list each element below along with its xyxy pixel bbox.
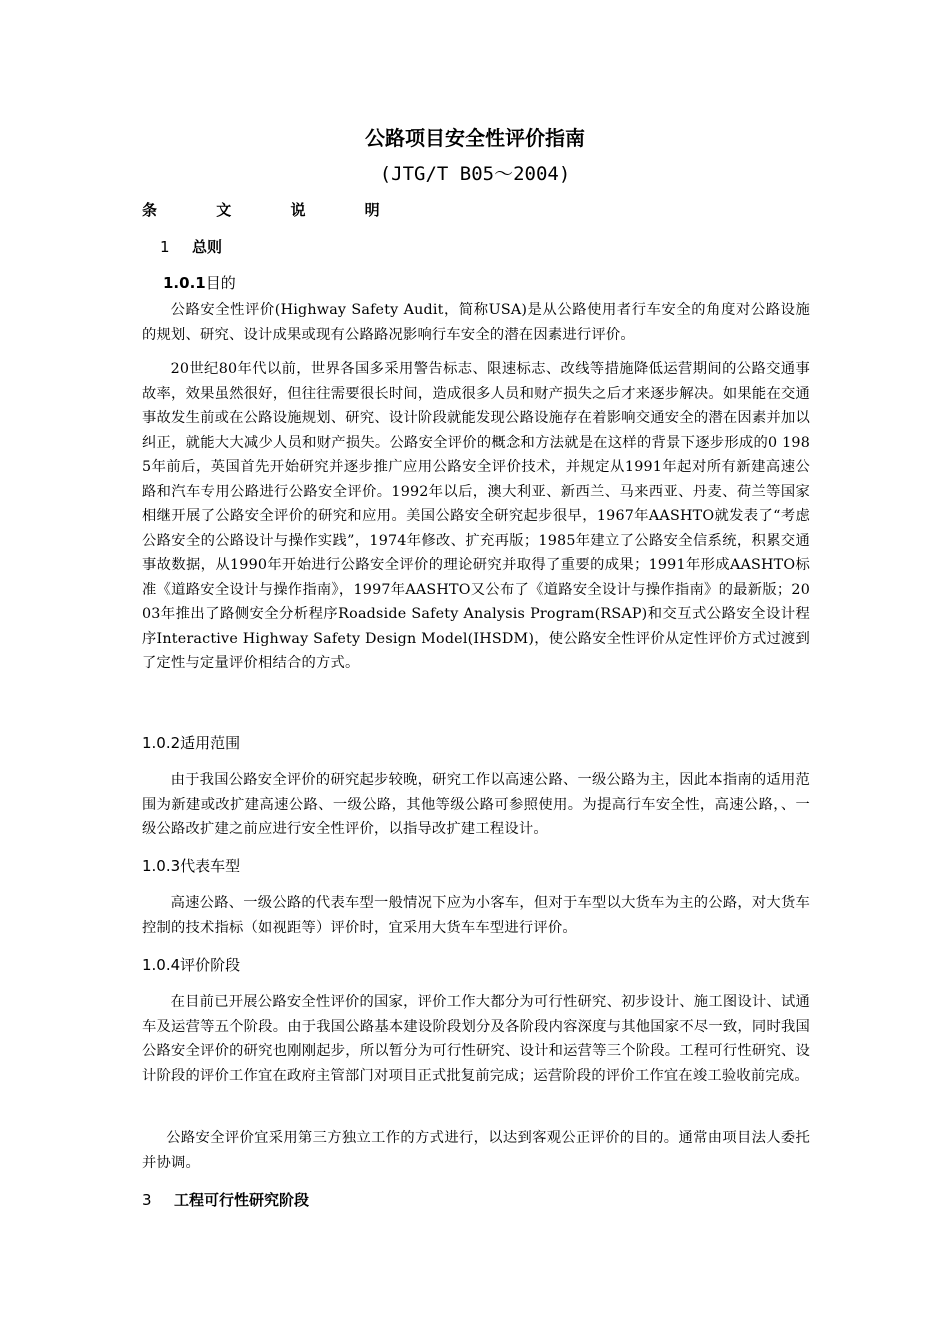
chapter-1-number: 1 — [160, 238, 170, 256]
chapter-3-title: 工程可行性研究阶段 — [174, 1191, 310, 1209]
section-1-0-4-paragraph-2: 公路安全评价宜采用第三方独立工作的方式进行，以达到客观公正评价的目的。通常由项目法人委托并协调。 — [142, 1130, 810, 1171]
section-1-0-2-heading — [142, 732, 240, 754]
section-1-0-3-heading — [142, 855, 240, 877]
section-1-0-4-number: 1.0.4 — [142, 956, 181, 974]
section-1-0-3-number: 1.0.3 — [142, 857, 181, 875]
clause-explanation-heading — [142, 199, 407, 221]
section-1-0-2-title: 适用范围 — [180, 734, 241, 752]
section-1-0-2-paragraph-1: 由于我国公路安全评价的研究起步较晚，研究工作以高速公路、一级公路为主，因此本指南的适用范围为新建或改扩建高速公路、一级公路，其他等级公路可参照使用。为提高行车安全性，高速公路，、一级公路改扩建之前应进行安全性评价，以指导改扩建工程设计。 — [142, 772, 810, 837]
document-title: 公路项目安全性评价指南 — [365, 126, 585, 150]
section-1-0-2-number: 1.0.2 — [142, 734, 181, 752]
chapter-3-number: 3 — [142, 1191, 152, 1209]
section-1-0-1-paragraph-2: 20世纪80年代以前，世界各国多采用警告标志、限速标志、改线等措施降低运营期间的公路交通事故率，效果虽然很好，但往往需要很长时间，造成很多人员和财产损失之后才来逐步解决。如果能在交通事故发生前或在公路设施规划、研究、设计阶段就能发现公路设施存在着影响交通安全的潜在因素并加以纠正，就能大大减少人员和财产损失。公路安全评价的概念和方法就是在这样的背景下逐步形成的0 1985年前后，英国首先开始研究并逐步推广应用公路安全评价技术，并规定从1991年起对所有新建高速公路和汽车专用公路进行公路安全评价。1992年以后，澳大利亚、新西兰、马来西亚、丹麦、荷兰等国家相继开展了公路安全评价的研究和应用。美国公路安全研究起步很早，1967年AASHTO就发表了“考虑公路安全的公路设计与操作实践”，1974年修改、扩充再版；1985年建立了公路安全信系统，积累交通事故数据，从1990年开始进行公路安全评价的理论研究并取得了重要的成果；1991年形成AASHTO标准《道路安全设计与操作指南》，1997年AASHTO又公布了《道路安全设计与操作指南》的最新版；2003年推出了路侧安全分析程序Roadside Safety Analysis Program(RSAP)和交互式公路安全设计程序Interactive Highway Safety Design Model(IHSDM)，使公路安全性评价从定性评价方式过渡到了定性与定量评价相结合的方式。 — [142, 361, 810, 671]
section-1-0-4-heading — [142, 954, 240, 976]
section-1-0-1-title: 目的 — [205, 274, 236, 292]
clause-explanation-label: 条 文 说 明 — [142, 201, 407, 219]
chapter-1-title: 总则 — [192, 238, 223, 256]
document-standard-code: (JTG/T B05～2004) — [379, 163, 571, 185]
chapter-3-heading — [142, 1189, 309, 1211]
section-1-0-1-number: 1.0.1 — [163, 274, 206, 292]
section-1-0-3-title: 代表车型 — [180, 857, 241, 875]
section-1-0-4-paragraph-1: 在目前已开展公路安全性评价的国家，评价工作大都分为可行性研究、初步设计、施工图设计、试通车及运营等五个阶段。由于我国公路基本建设阶段划分及各阶段内容深度与其他国家不尽一致，同时我国公路安全评价的研究也刚刚起步，所以暂分为可行性研究、设计和运营等三个阶段。工程可行性研究、设计阶段的评价工作宜在政府主管部门对项目正式批复前完成；运营阶段的评价工作宜在竣工验收前完成。 — [142, 994, 810, 1084]
section-1-0-1-heading — [163, 272, 236, 294]
section-1-0-4-title: 评价阶段 — [180, 956, 241, 974]
section-1-0-1-paragraph-1: 公路安全性评价(Highway Safety Audit，简称USA)是从公路使用者行车安全的角度对公路设施的规划、研究、设计成果或现有公路路况影响行车安全的潜在因素进行评价。 — [142, 302, 810, 343]
section-1-0-3-paragraph-1: 高速公路、一级公路的代表车型一般情况下应为小客车，但对于车型以大货车为主的公路，对大货车控制的技术指标（如视距等）评价时，宜采用大货车车型进行评价。 — [142, 895, 810, 936]
chapter-1-heading — [160, 236, 222, 258]
